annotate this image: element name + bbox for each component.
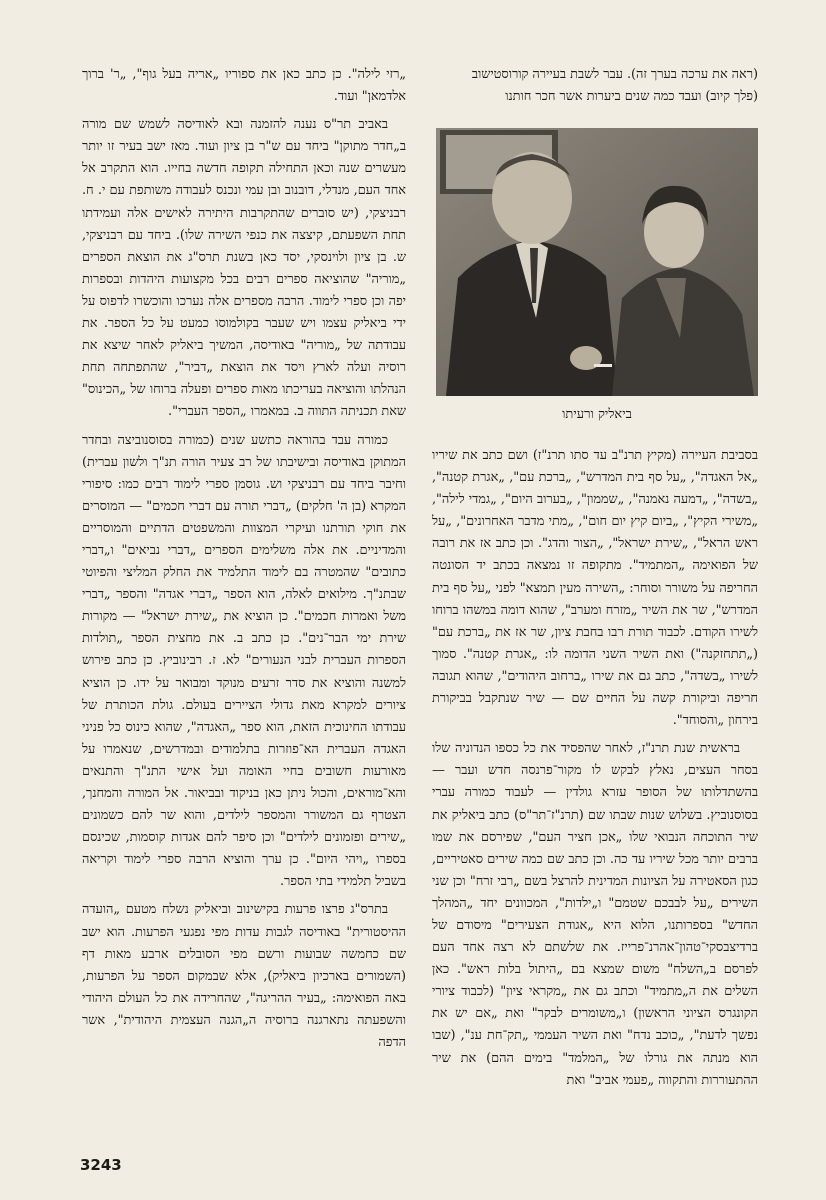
left-paragraph-1: „רזי לילה". כן כתב כאן את ספוריו „אריה בעל גוף", „ר' ברוך אלדמאן" ועוד. <box>82 67 406 105</box>
right-column-top <box>432 64 758 108</box>
left-paragraph-3: כמורה עבד בהוראה כתשע שנים (כמורה בסוסנוביצה ובחדר המתוקן באודיסה ובישיבתו של רב צעיר הורה תנ"ך ולשון עברית) וחיבר ביחד עם רבניצקי וש. גוסמן ספרי לימוד רבים כמו: סיפורי המקרא (בן ה' חלקים) „דברי תורה עם דברי חכמים" — המוסרים את חוקי תורתנו ועיקרי המצוות והמשפטים הדתיים והמוסריים והמדיניים. את אלה משלימים הספרים „דברי נביאים" ו„דברי כתובים" שהמטרה בם לימוד התלמיד את החלק המליצי והפיוטי שבתנ"ך. מילואים לאלה, הוא הספר „דברי אגדה" והספר „דברי משל ואמרות חכמים". כן הוציא את „שירת ישראל" — מקורות שירת ימי הבר־נים". כן כתב ב. את מחצית הספר „תולדות הספרות העברית לבני הנעורים" לא. ז. רבינוביץ. כן כתב פירוש למשנה והוציא את סדר זרעים מנוקד ומבואר על ידו. כן הוציא ציורים למקרא מאת גדולי הציירים בעולם. גולת הכותרת של עבודתו החינוכית הזאת, הוא ספר „האגדה", שהוא כינוס כל פניני האגדה העברית הא־פוזרות בתלמודים ובמדרשים, שנאמרו על מאורעות חשובים בחיי האומה ועל אישי התנ"ך והתנאים והא־מוראים, והכול ניתן כאן בניקוד ובביאור. אל המורה והמחנך, הצטרף גם המשורר והמספר לילדים, והוא שר להם כשמונים „שירים ופזמונים לילדים" וכן סיפר להם אגדות קוסמות, שכינסם בספרו „ויהי היום". כן ערך והוציא הרבה ספרי לימוד וקריאה בשביל תלמידי בתי הספר. <box>82 432 406 890</box>
right-top-line-2: (פלך קיוב) ועבד כמה שנים ביערות אשר חכר חותנו <box>505 89 758 105</box>
right-paragraph-1: בסביבת העיירה (מקיץ תרנ"ב עד סתו תרנ"ז) ושם כתב את שיריו „אל האגדה", „על סף בית המדרש", „ברכת עם", „אגרת קטנה", „בשדה", „דמעה נאמנה", „שממון", „בערוב היום", „גמדי לילה", „משירי הקיץ", „ביום קיץ יום חום", „מתי מדבר האחרונים", „על ראש הראל", „שירת ישראל", „הצור והדג". וכן כתב אז את רובה של הפואימה „המתמיד". מתקופה זו נמצאה בכתב יד הסונטה החריפה על משורר וסוחר: „השירה מעין תמצא" לפני „על סף בית המדרש", שר את השיר „מזרח ומערב", שהוא דומה במשהו ברוחו לשירו הקודם. לכבוד תורת רבו בחבת ציון, שר אז את „ברכת עם" („תתחזקנה") ואת השיר השני הדומה לו: „אגרת קטנה". סמוך לשירו „בשדה", כתב גם את שירו „ברחוב היהודים", שהוא תגובה חריפה וביקורת קשה על החיים שם — שיר שנתקבל בביקורת בירחון „והסוחד". <box>432 448 758 729</box>
right-top-line-1: (ראה את ערכה בערך זה). עבר לשבת בעיירה קורוסטישוב <box>471 67 758 82</box>
left-paragraph-4: בתרס"ג פרצו פרעות בקישינוב וביאליק נשלח מטעם „הועדה ההיסטורית" באודיסה לגבות עדות מפי נפגעי הפרעות. הוא ישב שם כחמשה שבועות ורשם מפי הסובלים ארבע מאות דף (השמורים בארכיון ביאליק), אלא שבמקום הספר על הפרעות, באה הפואימה: „בעיר ההריגה", שהחרידה את כל העולם היהודי והשפעתה נתארגנה ברוסיה ה„הגנה העצמית היהודית", אשר הדפה <box>82 902 406 1051</box>
portrait-photo <box>436 128 758 396</box>
bialik-and-wife-photo-illustration <box>436 128 758 396</box>
page-number: 3243 <box>80 1156 122 1174</box>
right-column-bottom <box>432 445 758 1092</box>
left-paragraph-2: באביב תר"ס נענה להזמנה ובא לאודיסה לשמש שם מורה ב„חדר מתוקן" ביחד עם ש"ר בן ציון ועוד. מאז ישב בעיר זו יותר מעשרים שנה וכאן התחילה תקופה חדשה בחייו. הוא התקרב אל אחד העם, מנדלי, דובנוב ובן עמי ונכנס לעבודה משותפת עם י. ח. רבניצקי, (יש סוברים שהתקרבות היתירה לאישים אלה ועמידתו תחת השפעתם, קיצצה את כנפי השירה שלו). ביחד עם רבניצקי, ש. בן ציון ולוינסקי, יסד כאן בשנת תרס"ג את הוצאת הספרים „מוריה" שהוציאה ספרים רבים בכל מקצועות היהדות ובספרות יפה וכן ספרי לימוד. הרבה מספרים אלה נערכו והוכשרו לדפוס על ידי ביאליק עצמו ויש שעבר בקולמוסו כמעט על כל הספר. את עבודתה של „מוריה" באודיסה, המשיך ביאליק לאחר שיצא את רוסיה ועלה לארץ ויסד את הוצאת „דביר", שהתפתחה תחת הנהלתו והוציאה בעריכתו מאות ספרים ופעלה ברוחו של „הכינוס" שאת תכניתה התווה ב. במאמרו „הספר העברי". <box>82 117 406 420</box>
right-paragraph-2: בראשית שנת תרנ"ז, לאחר שהפסיד את כל כספו הנדוניה שלו בסחר העצים, נאלץ לבקש לו מקור־פרנסה חדש ועבר — בהשתדלותו של הסופר עזרא גולדין — לעבוד כמורה עברי בסוסנוביץ. בשלוש שנות שבתו שם (תרנ"ז־תר"ס) כתב ביאליק את שיר התוכחה הנבואי שלו „אכן חציר העם", שפירסם את שמו ברבים יותר מכל שיריו עד כה. וכן כתב שם כמה שירים סאטיריים, כגון הסאטירה על הציונות המדינית להרצל בשם „רבי זרח" וכן שני השירים „על לבבכם שטמם" ו„ילדות", המכוונים יחד „המהלך החדש" בספרותנו, הלוא היא „אגודת הצעירים" מיסודם של ברדיצבסקי־טהון־אהרנ־פרייז. את שלשתם לא רצה אחד העם לפרסם ב„השלח" משום שמצא בם „היתול בלות ראש". כאן השלים את ה„מתמיד" וכתב גם את „מקראי ציון" (לכבוד ציורי הקונגרס הציוני הראשון) ו„משומרים לבקר" ואת „אם יש את נפשך לדעת", „כוכב נדח" ואת השיר העממי „תק־חת ענ", (שבו הוא מנתה את גורלו של „המלמד" בימים ההם) את שיר ההתעוררות והתקווה „פעמי אביב" ואת <box>432 741 758 1088</box>
left-column <box>82 64 406 1054</box>
photo-caption: ביאליק ורעיתו <box>562 407 632 422</box>
